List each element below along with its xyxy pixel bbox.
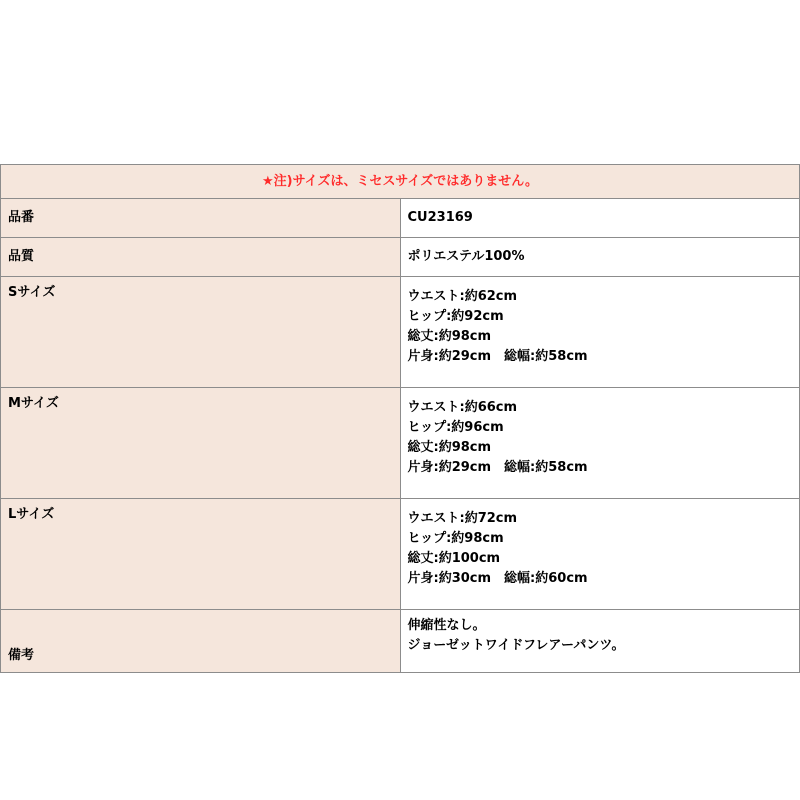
spec-value-line: 片身:約29cm 総幅:約58cm [407,349,588,364]
spec-value-line: 総丈:約98cm [407,440,492,455]
star-icon: ★ [261,173,274,189]
spec-value [400,610,800,673]
spec-value-line: 伸縮性なし。 [407,618,486,633]
spec-row-product-number [1,199,800,238]
spec-value [400,499,800,610]
spec-value-line: 片身:約29cm 総幅:約58cm [407,460,588,475]
spec-value-line: ポリエステル100% [407,249,525,264]
spec-value [400,238,800,277]
spec-row-size-m [1,388,800,499]
spec-label: Lサイズ [1,499,401,610]
spec-row-remarks [1,610,800,673]
spec-value-line: 片身:約30cm 総幅:約60cm [407,571,588,586]
spec-label: 備考 [1,610,401,673]
spec-value-line: ヒップ:約96cm [407,420,504,435]
spec-label: Mサイズ [1,388,401,499]
spec-row-size-s [1,277,800,388]
product-spec-table [0,164,800,673]
spec-value-line: ウエスト:約72cm [407,511,518,526]
spec-value [400,277,800,388]
spec-label: 品質 [1,238,401,277]
spec-value-line: 総丈:約98cm [407,329,492,344]
notice-row [1,165,800,199]
spec-value-line: ウエスト:約62cm [407,289,518,304]
spec-value [400,388,800,499]
spec-value-line: CU23169 [407,210,473,225]
spec-row-material [1,238,800,277]
spec-row-size-l [1,499,800,610]
notice-cell [1,165,800,199]
spec-value-line: ジョーゼットワイドフレアーパンツ。 [407,638,625,653]
spec-label: Sサイズ [1,277,401,388]
spec-value-line: ヒップ:約92cm [407,309,504,324]
spec-value-line: 総丈:約100cm [407,551,501,566]
spec-value-line: ウエスト:約66cm [407,400,518,415]
spec-value [400,199,800,238]
spec-label: 品番 [1,199,401,238]
notice-text: 注)サイズは、ミセスサイズではありません。 [273,173,539,189]
spec-value-line: ヒップ:約98cm [407,531,504,546]
